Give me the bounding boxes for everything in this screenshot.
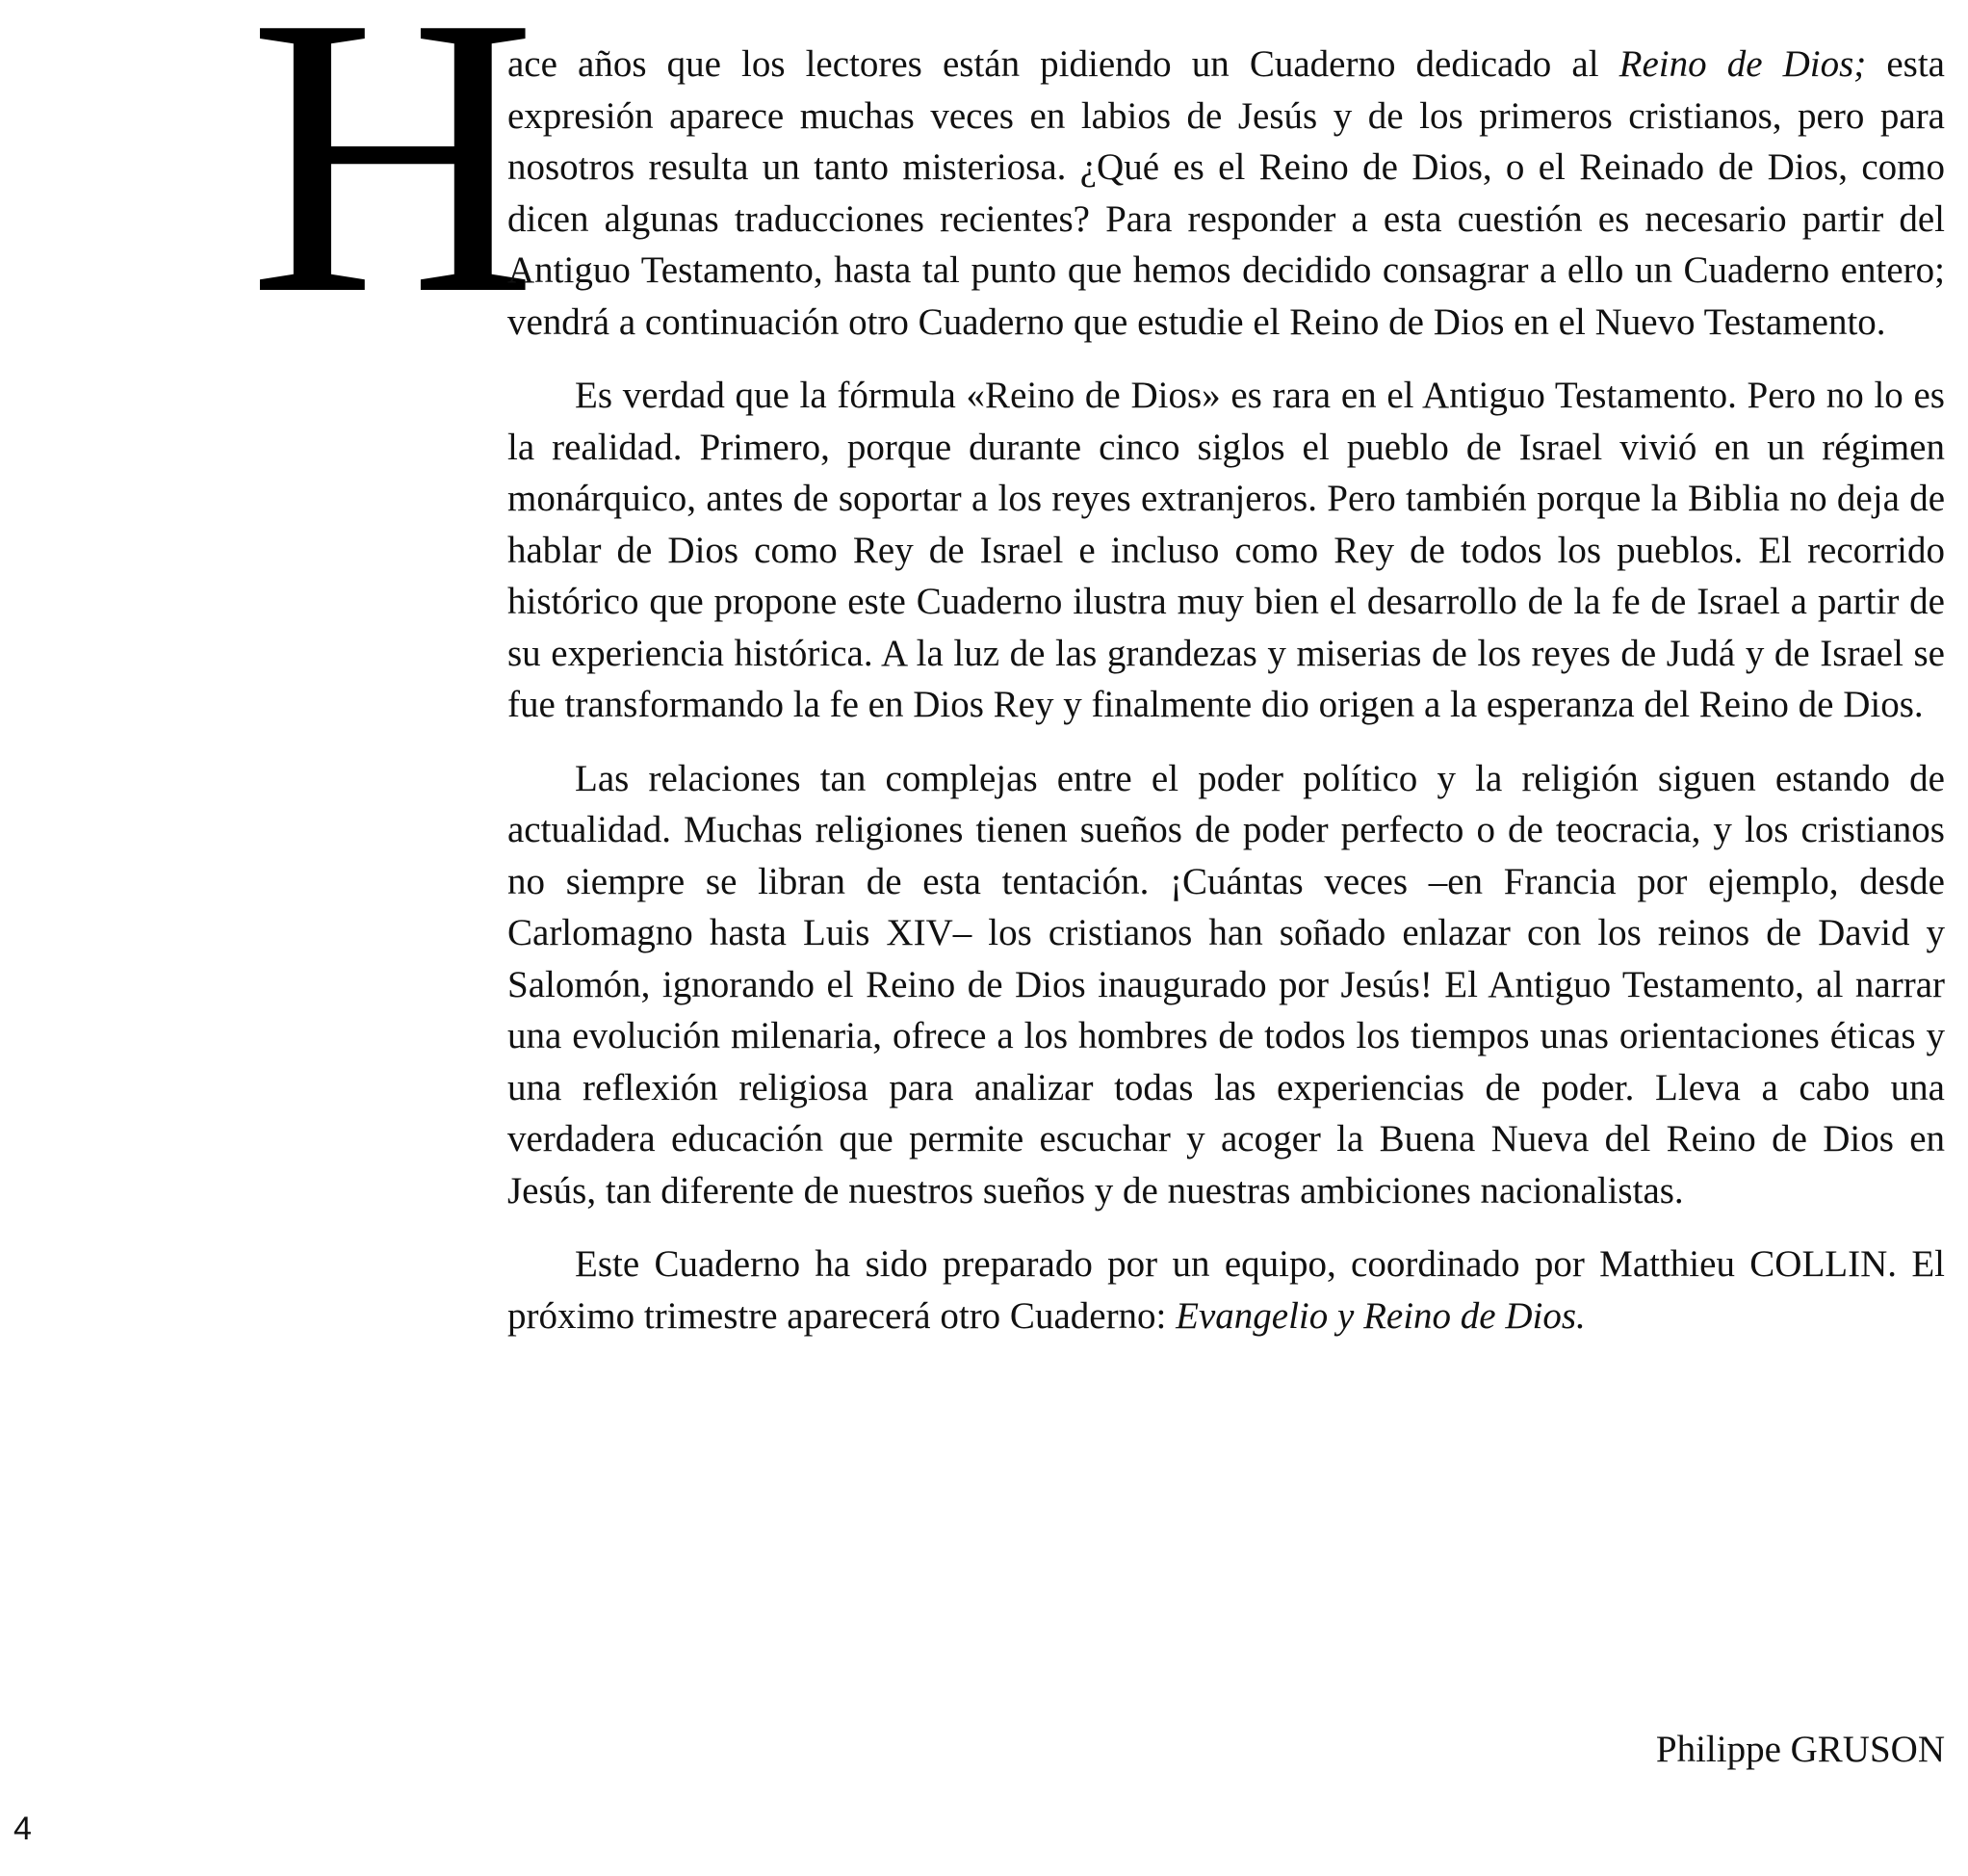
- italic-title: Reino de Dios;: [1618, 43, 1867, 85]
- paragraph-text: esta expresión aparece muchas veces en labios de Jesús y de los primeros cristianos, pero para nosotros resulta un tanto misteriosa. ¿Qué es el Reino de Dios, o el Reinado de Dios, como dicen algunas traducciones recientes? Para responder a esta cuestión es necesario partir del Antiguo Testamento, hasta tal punto que hemos decidido consagrar a ello un Cuaderno entero; vendrá a continuación otro Cuaderno que estudie el Reino de Dios en el Nuevo Testamento.: [507, 43, 1945, 343]
- paragraph-equipo: [507, 1238, 1945, 1342]
- page-number: 4: [13, 1811, 32, 1847]
- body-text: [507, 39, 1945, 1364]
- paragraph-text: Este Cuaderno ha sido preparado por un equipo, coordinado por Matthieu COLLIN. El próximo trimestre aparecerá otro Cuaderno:: [507, 1243, 1945, 1337]
- drop-cap-initial: H: [248, 0, 537, 377]
- paragraph-poder-politico: Las relaciones tan complejas entre el poder político y la religión siguen estando de actualidad. Muchas religiones tienen sueños de poder perfecto o de teocracia, y los cristianos no siempre se libran de esta tentación. ¡Cuántas veces –en Francia por ejemplo, desde Carlomagno hasta Luis XIV– los cristianos han soñado enlazar con los reinos de David y Salomón, ignorando el Reino de Dios inaugurado por Jesús! El Antiguo Testamento, al narrar una evolución milenaria, ofrece a los hombres de todos los tiempos unas orientaciones éticas y una reflexión religiosa para analizar todas las experiencias de poder. Lleva a cabo una verdadera educación que permite escuchar y acoger la Buena Nueva del Reino de Dios en Jesús, tan diferente de nuestros sueños y de nuestras ambiciones nacionalistas.: [507, 757, 1945, 1212]
- author-signature: Philippe GRUSON: [1655, 1729, 1945, 1770]
- paragraph-intro: [507, 39, 1945, 348]
- italic-title: Evangelio y Reino de Dios.: [1176, 1294, 1586, 1337]
- paragraph-antiguo-testamento: Es verdad que la fórmula «Reino de Dios» es rara en el Antiguo Testamento. Pero no lo es la realidad. Primero, porque durante cinco siglos el pueblo de Israel vivió en un régimen monárquico, antes de soportar a los reyes extranjeros. Pero también porque la Biblia no deja de hablar de Dios como Rey de Israel e incluso como Rey de todos los pueblos. El recorrido histórico que propone este Cuaderno ilustra muy bien el desarrollo de la fe de Israel a partir de su experiencia histórica. A la luz de las grandezas y miserias de los reyes de Judá y de Israel se fue transformando la fe en Dios Rey y finalmente dio origen a la esperanza del Reino de Dios.: [507, 375, 1945, 725]
- paragraph-text: ace años que los lectores están pidiendo un Cuaderno dedicado al: [507, 43, 1619, 85]
